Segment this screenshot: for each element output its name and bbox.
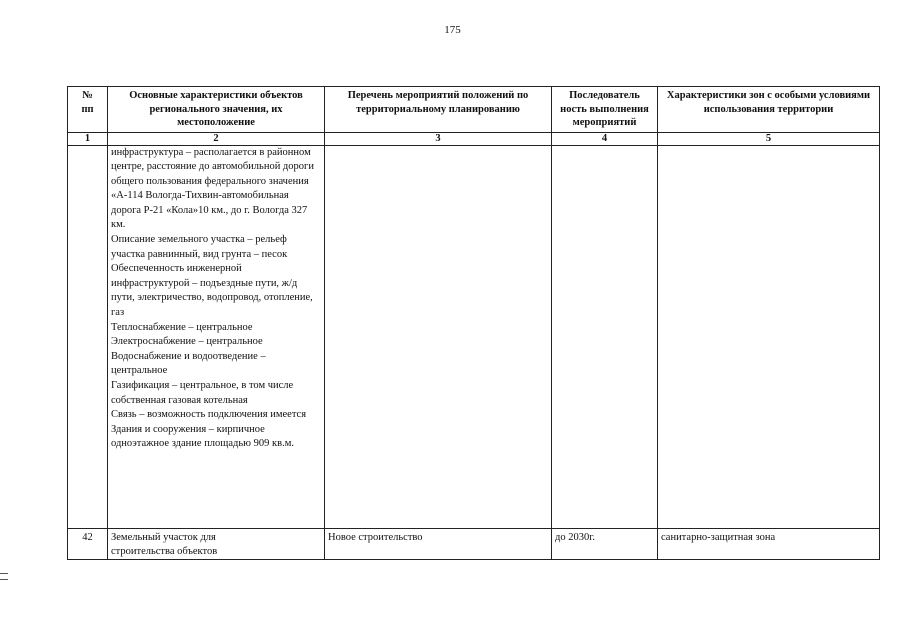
row-zones: санитарно-защитная зона xyxy=(658,528,880,559)
row-zones xyxy=(658,145,880,528)
header-zones: Характеристики зон с особыми условиями использования территории xyxy=(658,87,880,133)
margin-mark xyxy=(0,579,8,580)
row-sequence xyxy=(552,145,658,528)
header-sequence: Последователь ность выполнения мероприятий xyxy=(552,87,658,133)
row-number: 42 xyxy=(68,528,108,559)
margin-mark xyxy=(0,573,8,574)
row-measures: Новое строительство xyxy=(325,528,552,559)
column-number: 5 xyxy=(658,132,880,145)
page-number: 175 xyxy=(444,24,461,36)
column-number: 3 xyxy=(325,132,552,145)
header-measures: Перечень мероприятий положений по территориальному планированию xyxy=(325,87,552,133)
row-description: инфраструктура – располагается в районном центре, расстояние до автомобильной дороги общего пользования федерального значения «А-114 Вологда-Тихвин-автомобильная дорога Р-21 «Кола»10 км., до г. Вологда 327 км. Описание земельного участка – рельеф участка равнинный, вид грунта – песок Обеспеченность инженерной инфраструктурой – подъездные пути, ж/д пути, электричество, водопровод, отопление, газ Теплоснабжение – центральное Электроснабжение – центральное Водоснабжение и водоотведение – центральное Газификация – центральное, в том числе собственная газовая котельная Связь – возможность подключения имеется Здания и сооружения – кирпичное одноэтажное здание площадью 909 кв.м. xyxy=(108,145,325,528)
planning-table xyxy=(67,86,880,560)
column-number: 4 xyxy=(552,132,658,145)
table-row xyxy=(68,145,880,528)
column-number-row xyxy=(68,132,880,145)
table-row xyxy=(68,528,880,559)
header-num: № пп xyxy=(68,87,108,133)
header-row xyxy=(68,87,880,133)
row-measures xyxy=(325,145,552,528)
header-characteristics: Основные характеристики объектов регионального значения, их местоположение xyxy=(108,87,325,133)
row-number xyxy=(68,145,108,528)
column-number: 1 xyxy=(68,132,108,145)
row-sequence: до 2030г. xyxy=(552,528,658,559)
column-number: 2 xyxy=(108,132,325,145)
row-description: Земельный участок для строительства объектов xyxy=(108,528,325,559)
